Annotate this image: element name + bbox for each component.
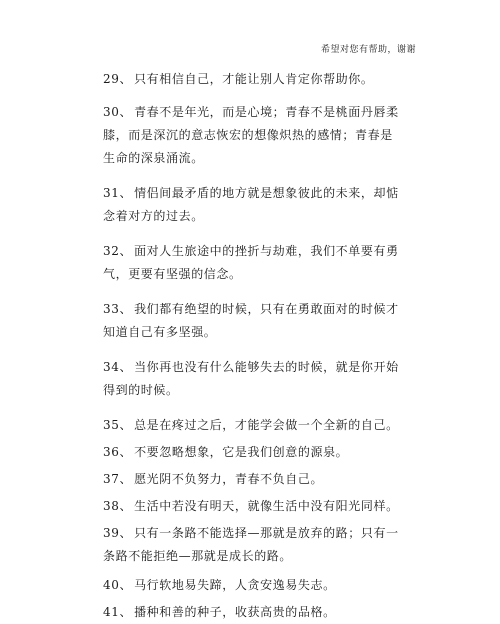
list-item	[103, 298, 403, 344]
item-text: 播种和善的种子，收获高贵的品格。	[134, 605, 336, 619]
item-number: 36、	[103, 445, 133, 459]
item-text: 情侣间最矛盾的地方就是想象彼此的未来，却惦念着对方的过去。	[103, 186, 399, 223]
list-item	[103, 495, 403, 518]
quote-list	[103, 68, 403, 624]
list-item	[103, 182, 403, 228]
item-number: 35、	[103, 418, 133, 432]
item-text: 总是在疼过之后，才能学会做一个全新的自己。	[134, 418, 399, 432]
list-item	[103, 68, 403, 91]
item-number: 39、	[103, 526, 133, 540]
item-text: 不要忽略想象，它是我们创意的源泉。	[134, 445, 349, 459]
item-number: 33、	[103, 302, 133, 316]
item-text: 面对人生旅途中的挫折与劫难，我们不单要有勇气，更要有坚强的信念。	[103, 244, 399, 281]
item-text: 愿光阴不负努力，青春不负自己。	[134, 472, 324, 486]
item-text: 生活中若没有明天，就像生活中没有阳光同样。	[134, 499, 399, 513]
item-text: 我们都有绝望的时候，只有在勇敢面对的时候才知道自己有多坚强。	[103, 302, 399, 339]
item-number: 30、	[103, 105, 133, 119]
item-number: 38、	[103, 499, 133, 513]
item-number: 41、	[103, 605, 133, 619]
item-text: 当你再也没有什么能够失去的时候，就是你开始得到的时候。	[103, 360, 399, 397]
list-item	[103, 240, 403, 286]
list-item	[103, 522, 403, 568]
item-number: 34、	[103, 360, 133, 374]
header-note: 希望对您有帮助，谢谢	[320, 45, 416, 55]
item-text: 青春不是年光，而是心境；青春不是桃面丹唇柔膝，而是深沉的意志恢宏的想像炽热的感情；青春是生命的深泉涌流。	[103, 105, 399, 165]
item-text: 只有一条路不能选择—那就是放弃的路；只有一条路不能拒绝—那就是成长的路。	[103, 526, 399, 563]
list-item	[103, 468, 403, 491]
list-item	[103, 441, 403, 464]
list-item	[103, 601, 403, 624]
item-number: 31、	[103, 186, 133, 200]
item-number: 32、	[103, 244, 133, 258]
item-number: 40、	[103, 578, 133, 592]
list-item	[103, 101, 403, 170]
item-text: 只有相信自己，才能让别人肯定你帮助你。	[134, 72, 374, 86]
list-item	[103, 414, 403, 437]
item-text: 马行软地易失蹄，人贪安逸易失志。	[134, 578, 336, 592]
item-number: 29、	[103, 72, 133, 86]
list-item	[103, 356, 403, 402]
list-item	[103, 574, 403, 597]
item-number: 37、	[103, 472, 133, 486]
